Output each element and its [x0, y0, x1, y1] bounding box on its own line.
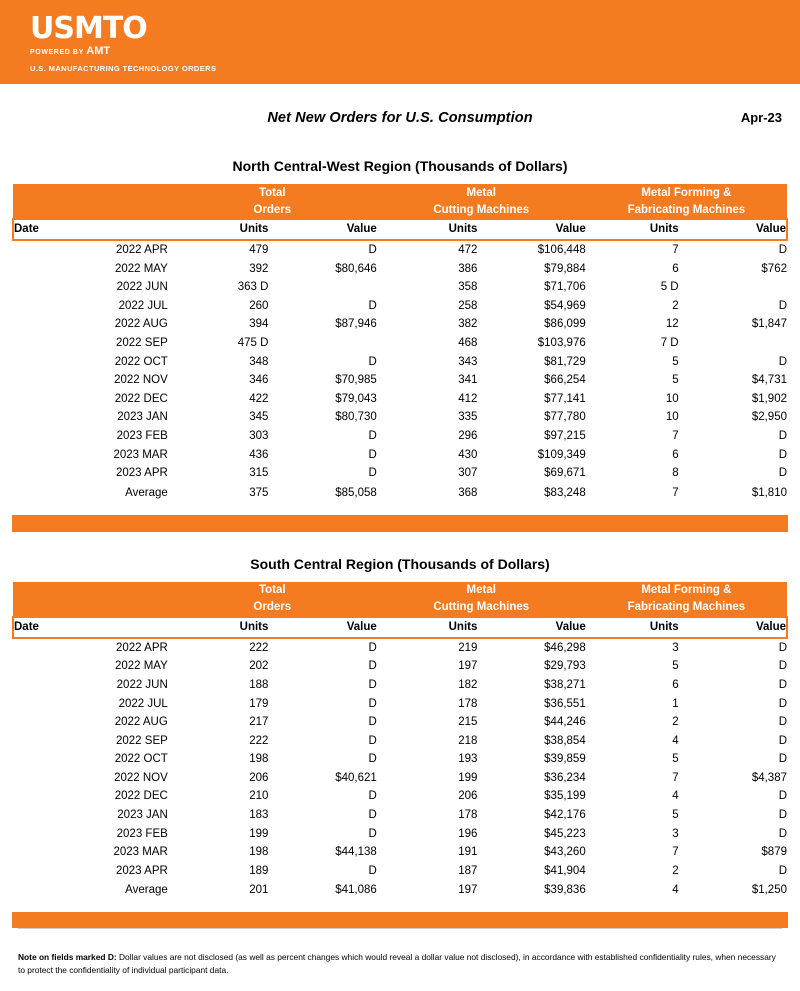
- column-header-cutting-value: Value: [477, 617, 585, 638]
- cell-total-value: D: [368, 809, 377, 822]
- cell-forming-value: D: [778, 641, 787, 654]
- cell-cutting-units: 386: [458, 262, 478, 275]
- cell-cutting-units: 187: [458, 864, 478, 877]
- cell-date: 2023 JAN: [117, 809, 168, 822]
- table-row: [13, 408, 787, 427]
- cell-average-cutting-units: 368: [458, 486, 478, 499]
- table-south-central: [12, 582, 788, 901]
- cell-cutting-units: 296: [458, 429, 478, 442]
- footer-note-text: Dollar values are not disclosed (as well as percent changes which would reveal a dollar value not disclosed), in accordance with established confidentiality rules, when necessary to protect the confidentiality of individual participant data.: [18, 952, 776, 975]
- cell-forming-units: 6: [672, 262, 679, 275]
- cell-cutting-value: $44,246: [544, 716, 586, 729]
- group-header-metal-forming-2: Fabricating Machines: [586, 599, 787, 617]
- cell-average-forming-units: 4: [672, 884, 679, 897]
- cell-total-units: 198: [249, 846, 269, 859]
- cell-date: 2022 AUG: [114, 318, 168, 331]
- cell-forming-value: $879: [761, 846, 787, 859]
- cell-total-units: 363 D: [237, 281, 269, 294]
- cell-cutting-units: 468: [458, 336, 478, 349]
- cell-cutting-value: $38,854: [544, 734, 586, 747]
- cell-total-units: 210: [249, 790, 269, 803]
- cell-total-value: $79,043: [335, 392, 377, 405]
- cell-total-value: D: [368, 827, 377, 840]
- cell-total-units: 479: [249, 244, 269, 256]
- cell-total-value: [268, 334, 376, 353]
- cell-total-units: 188: [249, 678, 269, 691]
- table-row: [13, 843, 787, 862]
- cell-cutting-units: 215: [458, 716, 478, 729]
- cell-forming-units: 3: [672, 641, 679, 654]
- report-date: Apr-23: [740, 110, 782, 125]
- cell-forming-value: $4,731: [751, 374, 787, 387]
- cell-date: 2022 MAY: [114, 660, 168, 673]
- group-header-metal-cutting-1: Metal: [377, 582, 586, 599]
- cell-cutting-value: $71,706: [544, 281, 586, 294]
- cell-total-value: D: [368, 244, 377, 256]
- cell-date: 2022 JUN: [116, 281, 168, 294]
- table-north-central-west: [12, 184, 788, 503]
- cell-average-total-units: 201: [249, 884, 269, 897]
- cell-cutting-value: $103,976: [537, 336, 586, 349]
- cell-cutting-value: $86,099: [544, 318, 586, 331]
- column-header-total-units: Units: [168, 617, 269, 638]
- cell-average-total-units: 375: [249, 486, 269, 499]
- group-header-total-orders-1: Total: [168, 184, 377, 201]
- cell-forming-value: D: [778, 790, 787, 803]
- table-row: [13, 825, 787, 844]
- table-row: [13, 806, 787, 825]
- cell-forming-units: 10: [665, 411, 679, 424]
- cell-forming-value: [679, 334, 787, 353]
- cell-total-value: D: [368, 299, 377, 312]
- column-header-total-value: Value: [268, 219, 376, 240]
- table-wrapper-north-central-west: [12, 184, 788, 503]
- usmto-logo: [30, 11, 217, 73]
- cell-forming-units: 7: [672, 244, 679, 256]
- cell-date: 2022 MAY: [114, 262, 168, 275]
- cell-date: 2022 APR: [116, 641, 168, 654]
- cell-total-value: D: [368, 467, 377, 480]
- table-group-header-row-2: [13, 201, 787, 219]
- cell-forming-units: 12: [665, 318, 679, 331]
- cell-cutting-units: 178: [458, 809, 478, 822]
- column-header-forming-value: Value: [679, 219, 787, 240]
- table-row: [13, 240, 787, 260]
- cell-total-value: $70,985: [335, 374, 377, 387]
- cell-cutting-value: $42,176: [544, 809, 586, 822]
- cell-date: 2023 APR: [116, 864, 168, 877]
- cell-total-units: 475 D: [237, 336, 269, 349]
- cell-total-value: D: [368, 660, 377, 673]
- table-row: [13, 353, 787, 372]
- cell-forming-units: 7: [672, 846, 679, 859]
- cell-total-value: D: [368, 716, 377, 729]
- cell-forming-units: 5: [672, 355, 679, 368]
- cell-total-units: 199: [249, 827, 269, 840]
- table-group-header-row-2: [13, 599, 787, 617]
- cell-cutting-units: 343: [458, 355, 478, 368]
- cell-total-units: 183: [249, 809, 269, 822]
- logo-amt-text: AMT: [86, 45, 111, 57]
- cell-date: 2022 SEP: [116, 336, 168, 349]
- cell-total-units: 260: [249, 299, 269, 312]
- group-header-total-orders-1: Total: [168, 582, 377, 599]
- table-group-header-row-1: [13, 582, 787, 599]
- cell-date: 2022 SEP: [116, 734, 168, 747]
- cell-cutting-value: $38,271: [544, 678, 586, 691]
- column-header-cutting-units: Units: [377, 219, 478, 240]
- cell-date: 2022 JUL: [118, 299, 168, 312]
- cell-average-label: Average: [125, 884, 168, 897]
- cell-cutting-value: $29,793: [544, 660, 586, 673]
- cell-forming-value: D: [778, 299, 787, 312]
- cell-cutting-units: 193: [458, 753, 478, 766]
- cell-total-value: $40,621: [335, 771, 377, 784]
- cell-forming-units: 2: [672, 864, 679, 877]
- section-title-south-central: South Central Region (Thousands of Dollars): [250, 555, 550, 572]
- table-group-header-row-1: [13, 184, 787, 201]
- cell-date: 2023 JAN: [117, 411, 168, 424]
- cell-total-units: 422: [249, 392, 269, 405]
- cell-cutting-units: 197: [458, 660, 478, 673]
- cell-total-units: 189: [249, 864, 269, 877]
- group-header-metal-forming-1: Metal Forming &: [586, 582, 787, 599]
- cell-cutting-units: 358: [458, 281, 478, 294]
- table-row: [13, 278, 787, 297]
- table-row: [13, 446, 787, 465]
- cell-total-units: 202: [249, 660, 269, 673]
- cell-total-units: 198: [249, 753, 269, 766]
- cell-date: 2022 AUG: [114, 716, 168, 729]
- table-row: [13, 750, 787, 769]
- cell-forming-units: 5: [672, 374, 679, 387]
- cell-date: 2023 MAR: [113, 448, 168, 461]
- cell-cutting-value: $35,199: [544, 790, 586, 803]
- group-header-metal-forming-1: Metal Forming &: [586, 184, 787, 201]
- cell-date: 2022 DEC: [114, 790, 168, 803]
- cell-total-units: 222: [249, 641, 269, 654]
- logo-tagline: U.S. MANUFACTURING TECHNOLOGY ORDERS: [30, 64, 217, 73]
- cell-cutting-value: $43,260: [544, 846, 586, 859]
- cell-cutting-units: 382: [458, 318, 478, 331]
- group-header-total-orders-2: Orders: [168, 201, 377, 219]
- table-column-header-row: [13, 219, 787, 240]
- cell-total-units: 315: [249, 467, 269, 480]
- cell-date: 2022 JUN: [116, 678, 168, 691]
- table-row: [13, 676, 787, 695]
- group-header-blank-1: [13, 582, 168, 599]
- cell-forming-units: 2: [672, 716, 679, 729]
- cell-cutting-value: $54,969: [544, 299, 586, 312]
- cell-forming-value: D: [778, 244, 787, 256]
- cell-average-forming-units: 7: [672, 486, 679, 499]
- cell-forming-value: $762: [761, 262, 787, 275]
- cell-date: 2023 FEB: [116, 827, 168, 840]
- cell-forming-value: $2,950: [751, 411, 787, 424]
- cell-forming-units: 8: [672, 467, 679, 480]
- cell-date: 2023 APR: [116, 467, 168, 480]
- cell-average-cutting-value: $83,248: [544, 486, 586, 499]
- cell-cutting-value: $66,254: [544, 374, 586, 387]
- document-title-row: [0, 110, 800, 148]
- cell-forming-units: 10: [665, 392, 679, 405]
- cell-forming-value: D: [778, 678, 787, 691]
- group-header-metal-cutting-2: Cutting Machines: [377, 599, 586, 617]
- cell-total-units: 179: [249, 697, 269, 710]
- cell-total-value: D: [368, 753, 377, 766]
- cell-average-forming-value: $1,810: [751, 486, 787, 499]
- column-header-cutting-value: Value: [477, 219, 585, 240]
- cell-cutting-units: 182: [458, 678, 478, 691]
- cell-date: 2022 DEC: [114, 392, 168, 405]
- cell-cutting-value: $79,884: [544, 262, 586, 275]
- cell-date: 2022 JUL: [118, 697, 168, 710]
- table-row: [13, 787, 787, 806]
- cell-cutting-value: $36,551: [544, 697, 586, 710]
- cell-cutting-units: 206: [458, 790, 478, 803]
- cell-average-cutting-units: 197: [458, 884, 478, 897]
- cell-total-value: D: [368, 429, 377, 442]
- group-header-metal-forming-2: Fabricating Machines: [586, 201, 787, 219]
- section-divider-bar: [12, 515, 788, 532]
- cell-total-value: D: [368, 641, 377, 654]
- table-row: [13, 695, 787, 714]
- cell-cutting-value: $81,729: [544, 355, 586, 368]
- group-header-blank-2: [13, 201, 168, 219]
- cell-forming-units: 5: [672, 660, 679, 673]
- cell-total-value: D: [368, 697, 377, 710]
- footer-separator-line: [18, 928, 782, 929]
- table-row: [13, 713, 787, 732]
- cell-cutting-value: $41,904: [544, 864, 586, 877]
- cell-forming-value: D: [778, 429, 787, 442]
- cell-cutting-units: 218: [458, 734, 478, 747]
- table-row: [13, 657, 787, 676]
- cell-total-units: 303: [249, 429, 269, 442]
- cell-total-units: 348: [249, 355, 269, 368]
- cell-date: 2022 APR: [116, 244, 168, 256]
- group-header-blank-1: [13, 184, 168, 201]
- cell-forming-units: 6: [672, 678, 679, 691]
- cell-cutting-units: 341: [458, 374, 478, 387]
- cell-total-units: 206: [249, 771, 269, 784]
- page-header-band: [0, 0, 800, 84]
- cell-cutting-value: $36,234: [544, 771, 586, 784]
- table-row: [13, 862, 787, 881]
- page-title: Net New Orders for U.S. Consumption: [267, 110, 533, 126]
- cell-cutting-units: 412: [458, 392, 478, 405]
- cell-forming-units: 4: [672, 790, 679, 803]
- cell-forming-value: D: [778, 864, 787, 877]
- cell-cutting-units: 258: [458, 299, 478, 312]
- cell-total-units: 346: [249, 374, 269, 387]
- cell-average-label: Average: [125, 486, 168, 499]
- column-header-total-units: Units: [168, 219, 269, 240]
- cell-total-value: D: [368, 355, 377, 368]
- cell-forming-units: 6: [672, 448, 679, 461]
- cell-total-value: $80,646: [335, 262, 377, 275]
- cell-forming-units: 7: [672, 429, 679, 442]
- cell-forming-units: 5: [672, 753, 679, 766]
- footer-note-label: Note on fields marked D:: [18, 952, 117, 962]
- cell-forming-value: D: [778, 467, 787, 480]
- section-title-north-central-west: North Central-West Region (Thousands of Dollars): [232, 158, 568, 174]
- cell-cutting-value: $97,215: [544, 429, 586, 442]
- cell-forming-units: 7: [672, 771, 679, 784]
- cell-cutting-units: 199: [458, 771, 478, 784]
- cell-forming-value: $1,902: [751, 392, 787, 405]
- cell-average-cutting-value: $39,836: [544, 884, 586, 897]
- cell-cutting-units: 196: [458, 827, 478, 840]
- logo-wordmark: USMTO: [30, 11, 147, 46]
- cell-forming-value: D: [778, 809, 787, 822]
- cell-total-value: $80,730: [335, 411, 377, 424]
- cell-forming-value: D: [778, 753, 787, 766]
- cell-total-value: $44,138: [335, 846, 377, 859]
- cell-forming-value: D: [778, 660, 787, 673]
- cell-forming-units: 5 D: [660, 281, 679, 294]
- column-header-cutting-units: Units: [377, 617, 478, 638]
- group-header-metal-cutting-2: Cutting Machines: [377, 201, 586, 219]
- cell-date: 2023 FEB: [116, 429, 168, 442]
- column-header-date: Date: [13, 219, 168, 240]
- group-header-metal-cutting-1: Metal: [377, 184, 586, 201]
- column-header-forming-value: Value: [679, 617, 787, 638]
- cell-cutting-value: $45,223: [544, 827, 586, 840]
- table-row: [13, 334, 787, 353]
- cell-total-value: D: [368, 448, 377, 461]
- cell-cutting-value: $69,671: [544, 467, 586, 480]
- cell-total-units: 392: [249, 262, 269, 275]
- cell-forming-units: 1: [672, 697, 679, 710]
- cell-total-units: 394: [249, 318, 269, 331]
- cell-date: 2022 OCT: [114, 753, 168, 766]
- cell-cutting-units: 430: [458, 448, 478, 461]
- column-header-forming-units: Units: [586, 219, 679, 240]
- table-row: [13, 260, 787, 279]
- cell-forming-value: [679, 278, 787, 297]
- cell-forming-value: D: [778, 355, 787, 368]
- cell-date: 2023 MAR: [113, 846, 168, 859]
- cell-average-total-value: $85,058: [335, 486, 377, 499]
- cell-total-value: $87,946: [335, 318, 377, 331]
- cell-forming-value: D: [778, 697, 787, 710]
- column-header-date: Date: [13, 617, 168, 638]
- footer-divider-bar: [12, 912, 788, 928]
- cell-date: 2022 NOV: [114, 771, 168, 784]
- group-header-total-orders-2: Orders: [168, 599, 377, 617]
- cell-cutting-value: $77,141: [544, 392, 586, 405]
- cell-forming-value: D: [778, 827, 787, 840]
- cell-cutting-value: $77,780: [544, 411, 586, 424]
- cell-cutting-units: 307: [458, 467, 478, 480]
- cell-date: 2022 OCT: [114, 355, 168, 368]
- cell-cutting-units: 472: [458, 244, 478, 256]
- cell-forming-value: $1,847: [751, 318, 787, 331]
- cell-forming-units: 2: [672, 299, 679, 312]
- cell-cutting-units: 335: [458, 411, 478, 424]
- table-row: [13, 769, 787, 788]
- cell-forming-units: 7 D: [660, 336, 679, 349]
- cell-cutting-value: $39,859: [544, 753, 586, 766]
- table-wrapper-south-central: [12, 582, 788, 901]
- table-row: [13, 371, 787, 390]
- cell-forming-value: D: [778, 734, 787, 747]
- table-column-header-row: [13, 617, 787, 638]
- footer-note: [18, 951, 782, 977]
- cell-total-value: D: [368, 864, 377, 877]
- table-average-row: [13, 880, 787, 900]
- column-header-total-value: Value: [268, 617, 376, 638]
- cell-cutting-units: 191: [458, 846, 478, 859]
- cell-cutting-units: 219: [458, 641, 478, 654]
- group-header-blank-2: [13, 599, 168, 617]
- cell-forming-value: D: [778, 448, 787, 461]
- cell-forming-units: 3: [672, 827, 679, 840]
- cell-total-value: [268, 278, 376, 297]
- cell-cutting-units: 178: [458, 697, 478, 710]
- cell-forming-value: $4,387: [751, 771, 787, 784]
- cell-total-value: D: [368, 678, 377, 691]
- table-row: [13, 638, 787, 658]
- table-row: [13, 390, 787, 409]
- cell-forming-units: 5: [672, 809, 679, 822]
- cell-forming-value: D: [778, 716, 787, 729]
- cell-date: 2022 NOV: [114, 374, 168, 387]
- cell-cutting-value: $109,349: [537, 448, 586, 461]
- table-row: [13, 464, 787, 483]
- column-header-forming-units: Units: [586, 617, 679, 638]
- cell-total-value: D: [368, 790, 377, 803]
- logo-powered-text: POWERED BY: [30, 49, 84, 56]
- logo-powered-by: [30, 47, 216, 57]
- cell-cutting-value: $46,298: [544, 641, 586, 654]
- table-row: [13, 732, 787, 751]
- table-row: [13, 427, 787, 446]
- cell-total-units: 345: [249, 411, 269, 424]
- cell-total-units: 436: [249, 448, 269, 461]
- cell-average-forming-value: $1,250: [751, 884, 787, 897]
- cell-average-total-value: $41,086: [335, 884, 377, 897]
- cell-cutting-value: $106,448: [537, 244, 586, 256]
- cell-total-units: 222: [249, 734, 269, 747]
- table-row: [13, 297, 787, 316]
- cell-total-units: 217: [249, 716, 269, 729]
- cell-total-value: D: [368, 734, 377, 747]
- table-row: [13, 315, 787, 334]
- cell-forming-units: 4: [672, 734, 679, 747]
- table-average-row: [13, 483, 787, 503]
